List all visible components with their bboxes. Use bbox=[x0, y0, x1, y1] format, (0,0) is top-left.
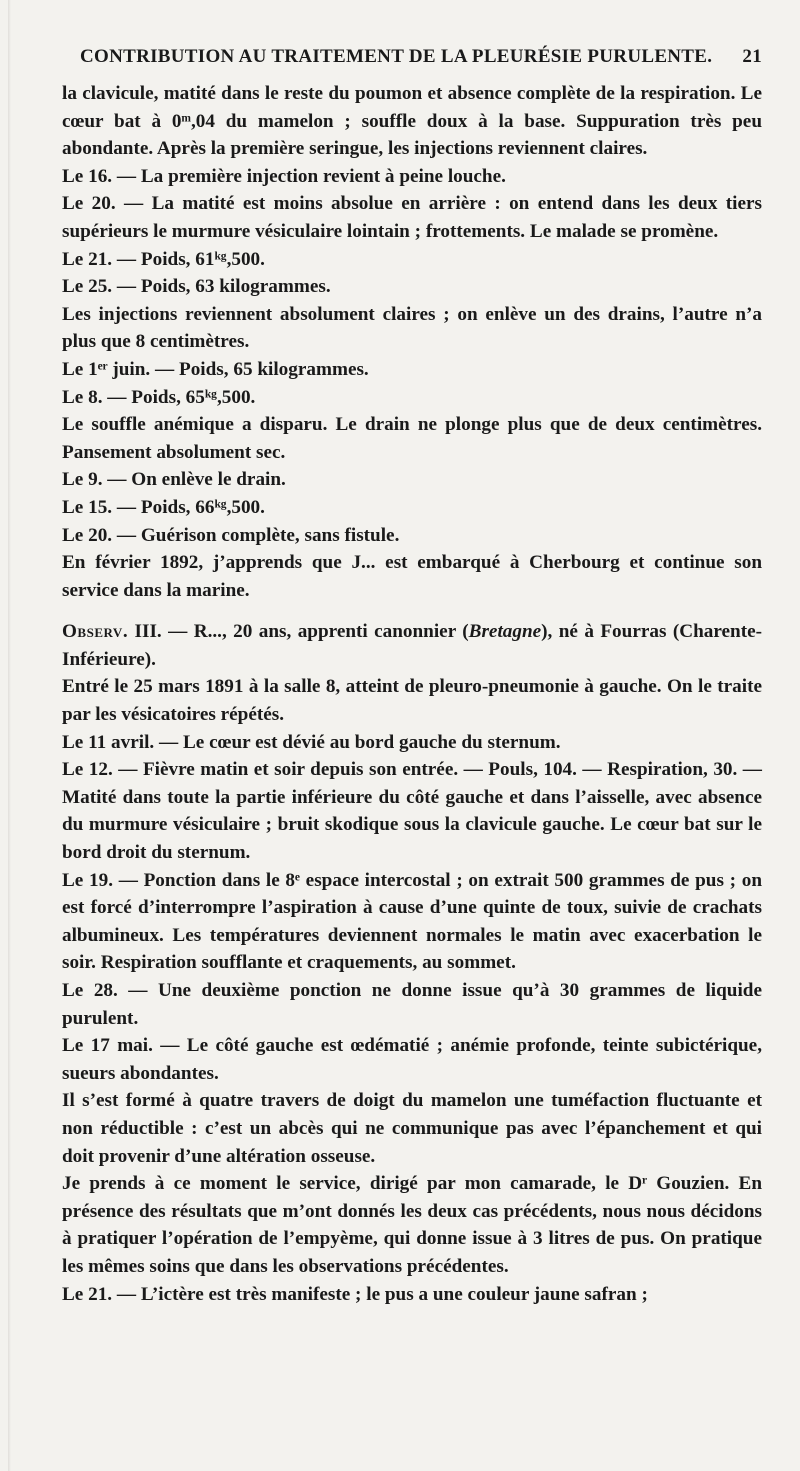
paragraph: Le 28. — Une deuxième ponction ne donne issue qu’à 30 grammes de liquide purulent. bbox=[62, 980, 762, 1029]
observation-origin: ), né à Fourras (Charente-Inférieure). bbox=[62, 621, 762, 670]
paragraph: Le 16. — La première injection revient à peine louche. bbox=[62, 165, 506, 187]
observation-label: Observ. bbox=[62, 621, 129, 643]
paragraph: Le 15. — Poids, 66ᵏᵍ,500. bbox=[62, 496, 265, 518]
paragraph: Le 19. — Ponction dans le 8ᵉ espace intercostal ; on extrait 500 grammes de pus ; on est forcé d’interrompre l’aspiration à cause d’une quinte de toux, suivie de crachats albumineux. Les températures deviennent normales le matin avec exacerbation le soir. Respiration soufflante et craquements, au sommet. bbox=[62, 869, 762, 974]
observation-ship: Bretagne bbox=[468, 621, 542, 643]
observation-intro: — R..., 20 ans, apprenti canonnier ( bbox=[161, 621, 469, 643]
paragraph: Le 9. — On enlève le drain. bbox=[62, 469, 286, 491]
paragraph: Le 21. — L’ictère est très manifeste ; le pus a une couleur jaune safran ; bbox=[62, 1283, 648, 1305]
paragraph: Les injections reviennent absolument claires ; on enlève un des drains, l’autre n’a plus que 8 centimètres. bbox=[62, 303, 762, 353]
page-number: 21 bbox=[742, 46, 762, 67]
paragraph: Il s’est formé à quatre travers de doigt du mamelon une tuméfaction fluctuante et non réductible : c’est un abcès qui ne communique pas avec l’épanchement et qui doit provenir d’une altération osseuse. bbox=[62, 1090, 762, 1167]
running-title: CONTRIBUTION AU TRAITEMENT DE LA PLEURÉSIE PURULENTE. bbox=[80, 46, 713, 67]
paragraph: la clavicule, matité dans le reste du poumon et absence complète de la respiration. Le cœur bat à 0ᵐ,04 du mamelon ; souffle doux à la base. Suppuration très peu abondante. Après la première seringue, les injections reviennent claires. bbox=[62, 83, 762, 160]
paragraph: Le 20. — La matité est moins absolue en arrière : on entend dans les deux tiers supérieurs le murmure vésiculaire lointain ; frottements. Le malade se promène. bbox=[62, 193, 762, 242]
section-gap bbox=[62, 604, 762, 618]
paragraph: Le 1ᵉʳ juin. — Poids, 65 kilogrammes. bbox=[62, 358, 369, 380]
paragraph: Le 20. — Guérison complète, sans fistule. bbox=[62, 524, 400, 546]
paragraph: Le 11 avril. — Le cœur est dévié au bord gauche du sternum. bbox=[62, 731, 561, 753]
observation-heading bbox=[62, 618, 762, 673]
observation-number: III. bbox=[134, 621, 162, 643]
running-header bbox=[80, 46, 762, 68]
paragraph: Le souffle anémique a disparu. Le drain ne plonge plus que de deux centimètres. Pansement absolument sec. bbox=[62, 414, 762, 463]
paragraph: Le 12. — Fièvre matin et soir depuis son entrée. — Pouls, 104. — Respiration, 30. — Matité dans toute la partie inférieure du côté gauche et dans l’aisselle, avec absence du murmure vésiculaire ; bruit skodique sous la clavicule gauche. Le cœur bat sur le bord droit du sternum. bbox=[62, 759, 762, 864]
paragraph: Le 8. — Poids, 65ᵏᵍ,500. bbox=[62, 386, 256, 408]
paragraph: Le 25. — Poids, 63 kilogrammes. bbox=[62, 276, 331, 298]
paragraph: En février 1892, j’apprends que J... est embarqué à Cherbourg et continue son service dans la marine. bbox=[62, 552, 762, 601]
paragraph: Le 21. — Poids, 61ᵏᵍ,500. bbox=[62, 248, 265, 270]
body-text bbox=[62, 80, 762, 1308]
paragraph: Je prends à ce moment le service, dirigé par mon camarade, le Dʳ Gouzien. En présence des résultats que m’ont donnés les deux cas précédents, nous nous décidons à pratiquer l’opération de l’empyème, qui donne issue à 3 litres de pus. On pratique les mêmes soins que dans les observations précédentes. bbox=[62, 1173, 762, 1277]
paragraph: Le 17 mai. — Le côté gauche est œdématié ; anémie profonde, teinte subictérique, sueurs abondantes. bbox=[62, 1035, 762, 1084]
paragraph: Entré le 25 mars 1891 à la salle 8, atteint de pleuro-pneumonie à gauche. On le traite par les vésicatoires répétés. bbox=[62, 676, 762, 726]
page-gutter-shadow bbox=[8, 0, 11, 1471]
